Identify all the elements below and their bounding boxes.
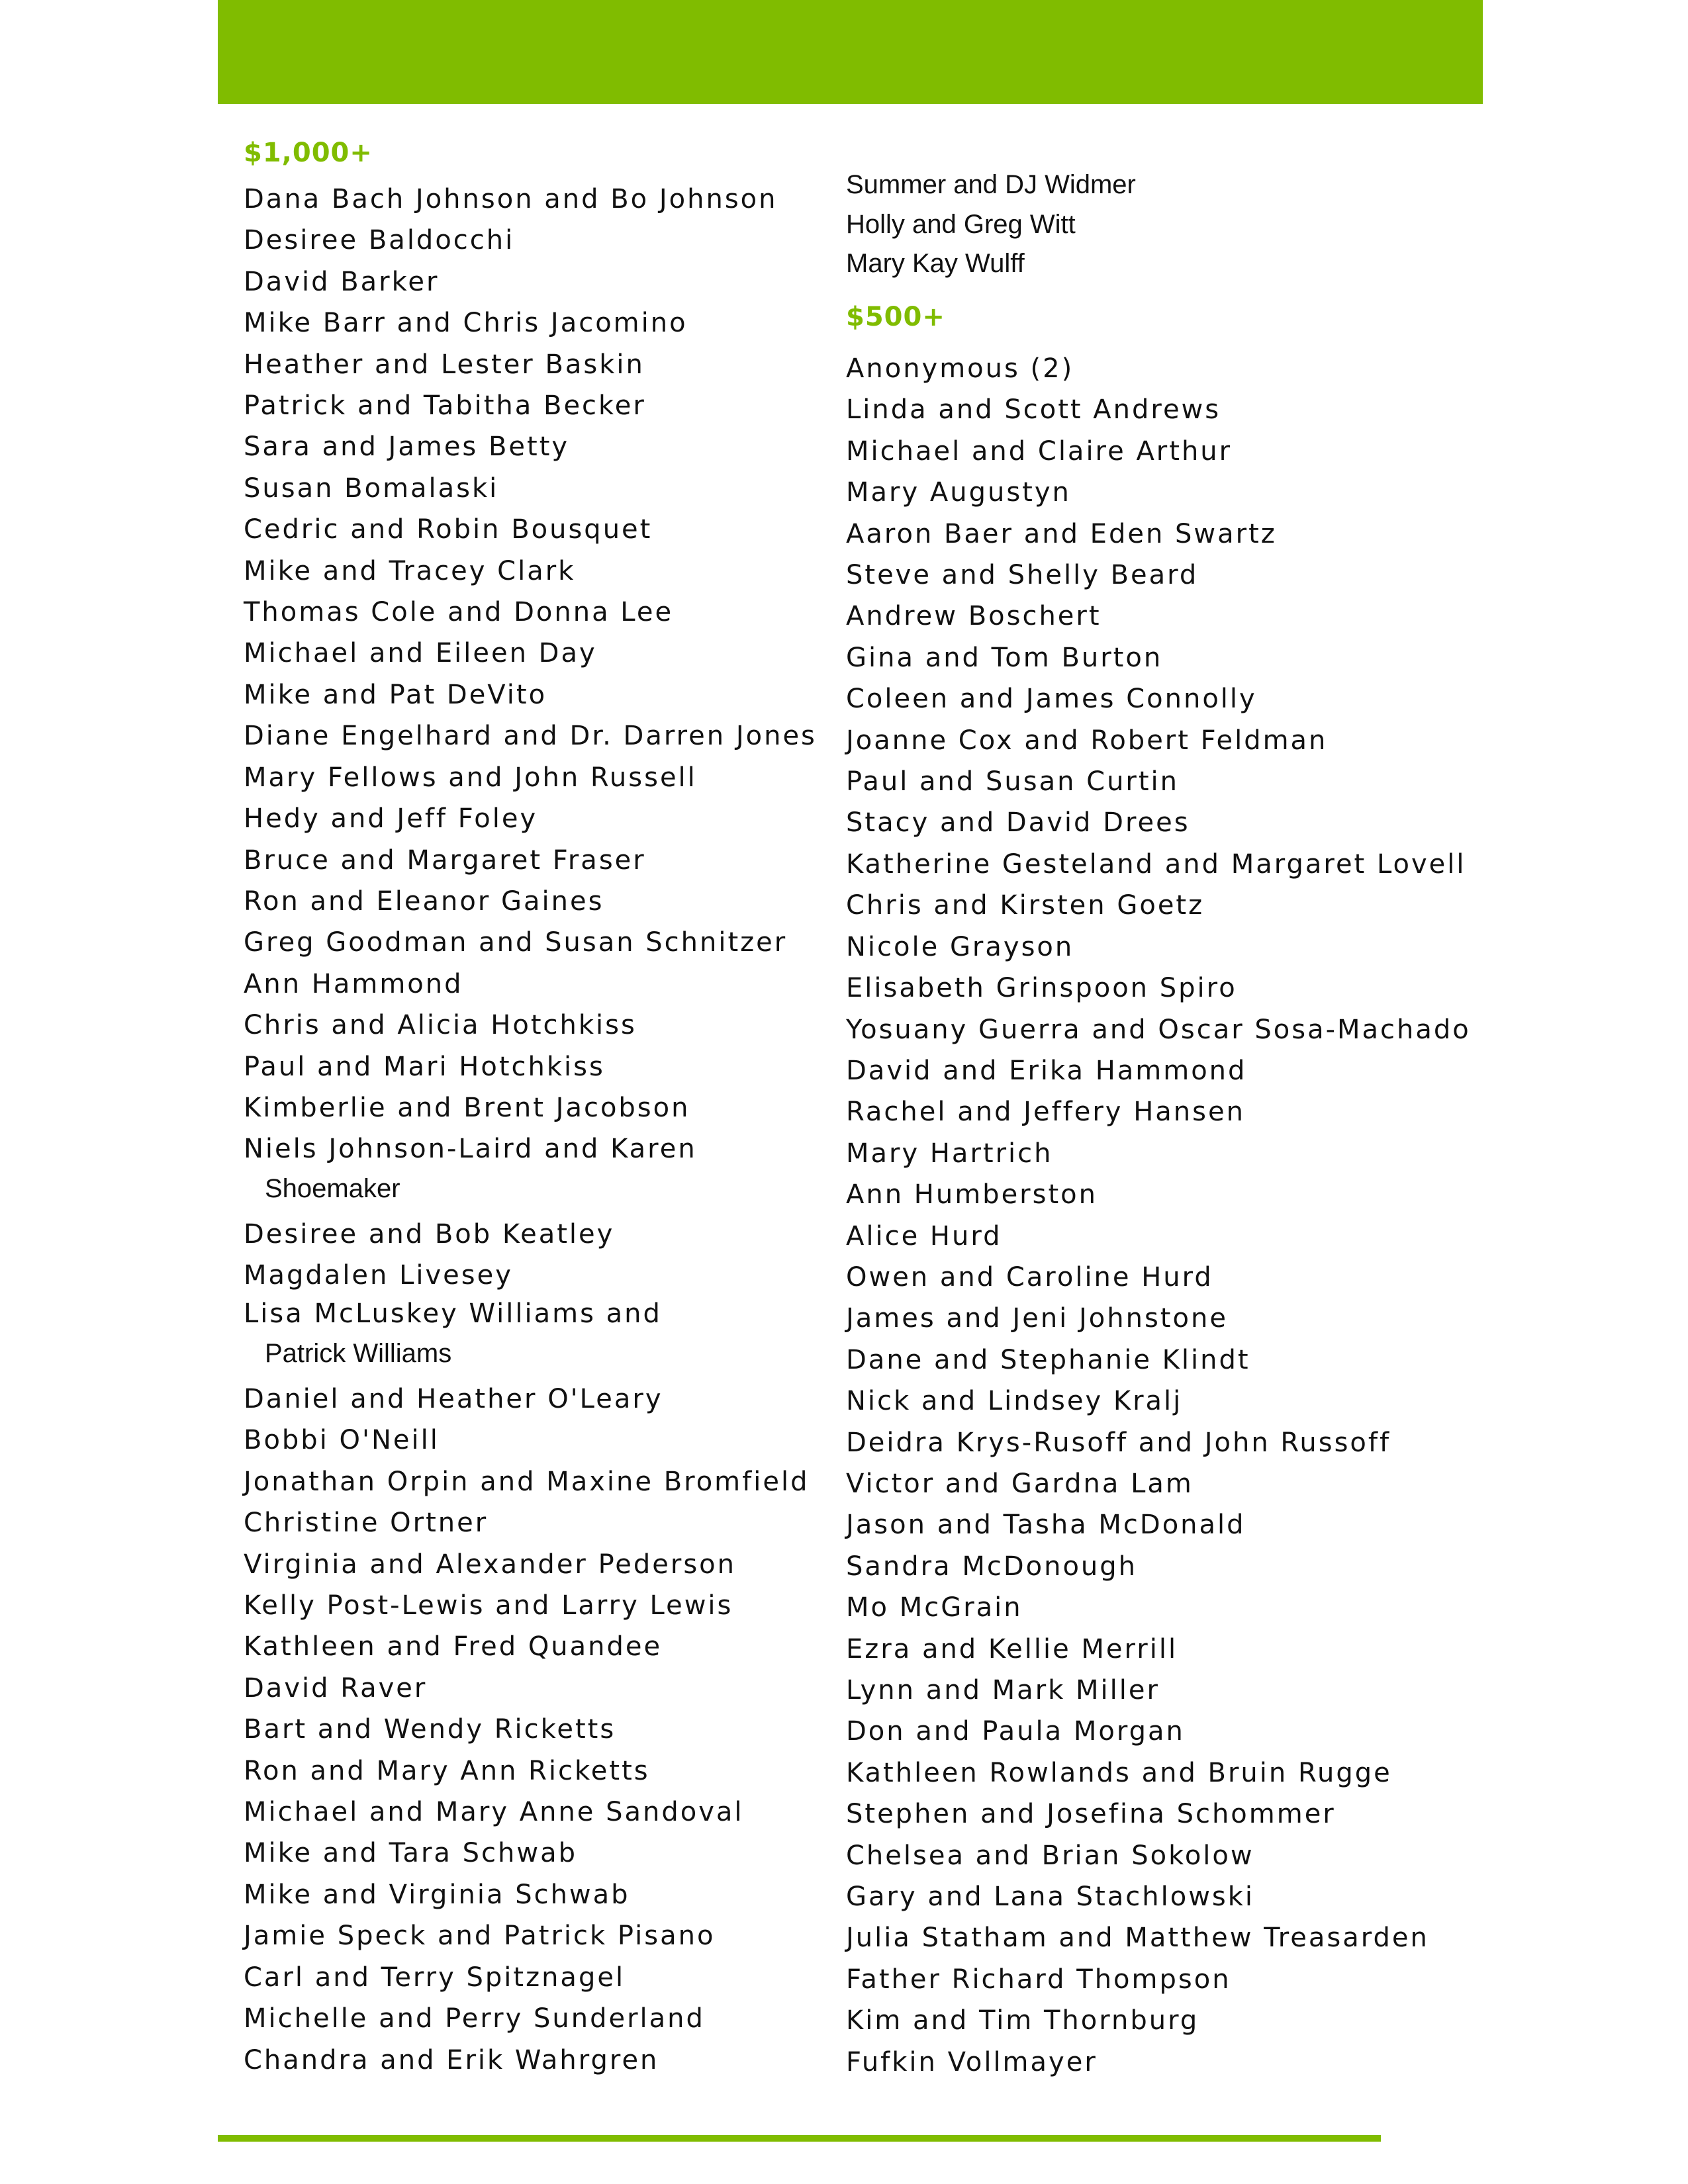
donor-list-1000-part-c [244,1214,614,1297]
list-item: David Barker [244,266,440,297]
list-item: Elisabeth Grinspoon Spiro [846,973,1237,1004]
list-item: Steve and Shelly Beard [846,560,1199,591]
list-item: Gary and Lana Stachlowski [846,1882,1255,1913]
list-item: Sandra McDonough [846,1551,1138,1582]
list-item: Deidra Krys-Rusoff and John Russoff [846,1427,1391,1458]
list-item: Kimberlie and Brent Jacobson [244,1092,690,1123]
list-item: Desiree and Bob Keatley [244,1219,615,1250]
list-item: David and Erika Hammond [846,1055,1247,1086]
donor-list-1000-part-d [244,1294,662,1373]
list-item: Don and Paula Morgan [846,1716,1185,1747]
list-item: Patrick and Tabitha Becker [244,390,646,422]
list-item [244,1294,662,1373]
footer-rule [218,2135,1381,2142]
list-item: Carl and Terry Spitznagel [244,1962,626,1993]
list-item: Kathleen and Fred Quandee [244,1631,663,1662]
header-band [218,0,1483,104]
list-item: Victor and Gardna Lam [846,1468,1194,1499]
list-item: Kelly Post-Lewis and Larry Lewis [244,1590,733,1621]
list-item: Heather and Lester Baskin [244,349,645,380]
list-item: Chris and Alicia Hotchkiss [244,1010,637,1041]
list-item: Magdalen Livesey [244,1260,513,1291]
list-item: Mary Hartrich [846,1138,1053,1169]
list-item: Desiree Baldocchi [244,225,515,256]
list-item: Kim and Tim Thornburg [846,2005,1199,2036]
list-item: Michael and Mary Anne Sandoval [244,1797,744,1828]
list-item: Jonathan Orpin and Maxine Bromfield [244,1466,810,1497]
list-item: Jamie Speck and Patrick Pisano [244,1921,716,1952]
list-item: Hedy and Jeff Foley [244,803,538,835]
list-item: Diane Engelhard and Dr. Darren Jones [244,721,817,752]
heading-500-plus: $500+ [846,302,945,332]
list-item: Aaron Baer and Eden Swartz [846,518,1277,549]
list-item: Mike and Virginia Schwab [244,1879,630,1910]
list-item: Katherine Gesteland and Margaret Lovell [846,848,1466,880]
list-item: Chelsea and Brian Sokolow [846,1840,1254,1871]
list-item: Joanne Cox and Robert Feldman [846,725,1328,756]
list-item: Ann Humberston [846,1179,1098,1210]
list-item: Ezra and Kellie Merrill [846,1633,1178,1664]
list-item: Anonymous (2) [846,353,1074,384]
list-item: Holly and Greg Witt [846,209,1076,239]
donor-list-500 [846,348,1471,2083]
list-item: Coleen and James Connolly [846,684,1257,715]
list-item: Fufkin Vollmayer [846,2046,1098,2077]
list-item: Stephen and Josefina Schommer [846,1799,1336,1830]
list-item: Dane and Stephanie Klindt [846,1344,1250,1375]
list-item: Chris and Kirsten Goetz [846,890,1205,921]
list-item: Sara and James Betty [244,432,570,463]
donor-list-1000-part-b [244,1129,697,1208]
list-item: Lynn and Mark Miller [846,1675,1160,1706]
list-item [244,1129,697,1208]
list-item: Daniel and Heather O'Leary [244,1384,663,1414]
list-item: Yosuany Guerra and Oscar Sosa-Machado [846,1014,1471,1045]
list-item: Mary Fellows and John Russell [244,762,697,793]
list-item: Summer and DJ Widmer [846,170,1136,199]
list-item: Rachel and Jeffery Hansen [846,1097,1245,1128]
list-item: Bruce and Margaret Fraser [244,844,646,876]
list-item: Nicole Grayson [846,931,1074,962]
donor-name-line: Niels Johnson-Laird and Karen [244,1134,697,1164]
list-item: Paul and Susan Curtin [846,766,1180,797]
list-item: Michael and Claire Arthur [846,435,1233,467]
donor-name-continuation: Patrick Williams [265,1339,452,1368]
list-item: Michelle and Perry Sunderland [244,2003,705,2034]
list-item: Ann Hammond [244,968,463,999]
list-item: Michael and Eileen Day [244,638,597,669]
list-item: James and Jeni Johnstone [846,1303,1228,1334]
list-item: Mike and Tara Schwab [244,1838,578,1869]
list-item: Stacy and David Drees [846,807,1190,839]
list-item: Bobbi O'Neill [244,1425,440,1456]
list-item: Mary Augustyn [846,477,1071,508]
list-item: Kathleen Rowlands and Bruin Rugge [846,1757,1392,1788]
list-item: Thomas Cole and Donna Lee [244,597,674,628]
donor-name-continuation: Shoemaker [265,1174,400,1203]
heading-1000-plus: $1,000+ [244,138,373,168]
list-item: Paul and Mari Hotchkiss [244,1051,605,1082]
list-item: Owen and Caroline Hurd [846,1261,1213,1293]
list-item: Julia Statham and Matthew Treasarden [846,1923,1429,1954]
list-item: Father Richard Thompson [846,1964,1231,1995]
list-item: Mike and Tracey Clark [244,555,576,586]
list-item: Linda and Scott Andrews [846,394,1221,426]
donor-list-1000-part-e [244,1379,809,2081]
list-item: Gina and Tom Burton [846,642,1163,673]
list-item: Andrew Boschert [846,601,1102,632]
list-item: Mike Barr and Chris Jacomino [244,308,688,339]
list-item: Greg Goodman and Susan Schnitzer [244,927,788,958]
list-item: Bart and Wendy Ricketts [244,1714,616,1745]
list-item: Ron and Mary Ann Ricketts [244,1755,650,1786]
list-item: Dana Bach Johnson and Bo Johnson [244,184,778,214]
list-item: Virginia and Alexander Pederson [244,1549,736,1580]
donor-list-1000-continued [846,165,1136,284]
list-item: Mo McGrain [846,1592,1023,1623]
list-item: Susan Bomalaski [244,473,499,504]
list-item: Christine Ortner [244,1508,489,1539]
list-item: Alice Hurd [846,1220,1002,1251]
list-item: Mike and Pat DeVito [244,679,547,710]
list-item: Cedric and Robin Bousquet [244,514,653,545]
list-item: Ron and Eleanor Gaines [244,886,604,917]
list-item: Mary Kay Wulff [846,249,1025,279]
donor-list-1000-part-a [244,179,817,1128]
donor-name-line: Lisa McLuskey Williams and [244,1298,662,1329]
list-item: Nick and Lindsey Kralj [846,1386,1183,1417]
list-item: David Raver [244,1672,428,1704]
list-item: Chandra and Erik Wahrgren [244,2044,659,2075]
list-item: Jason and Tasha McDonald [846,1510,1246,1541]
